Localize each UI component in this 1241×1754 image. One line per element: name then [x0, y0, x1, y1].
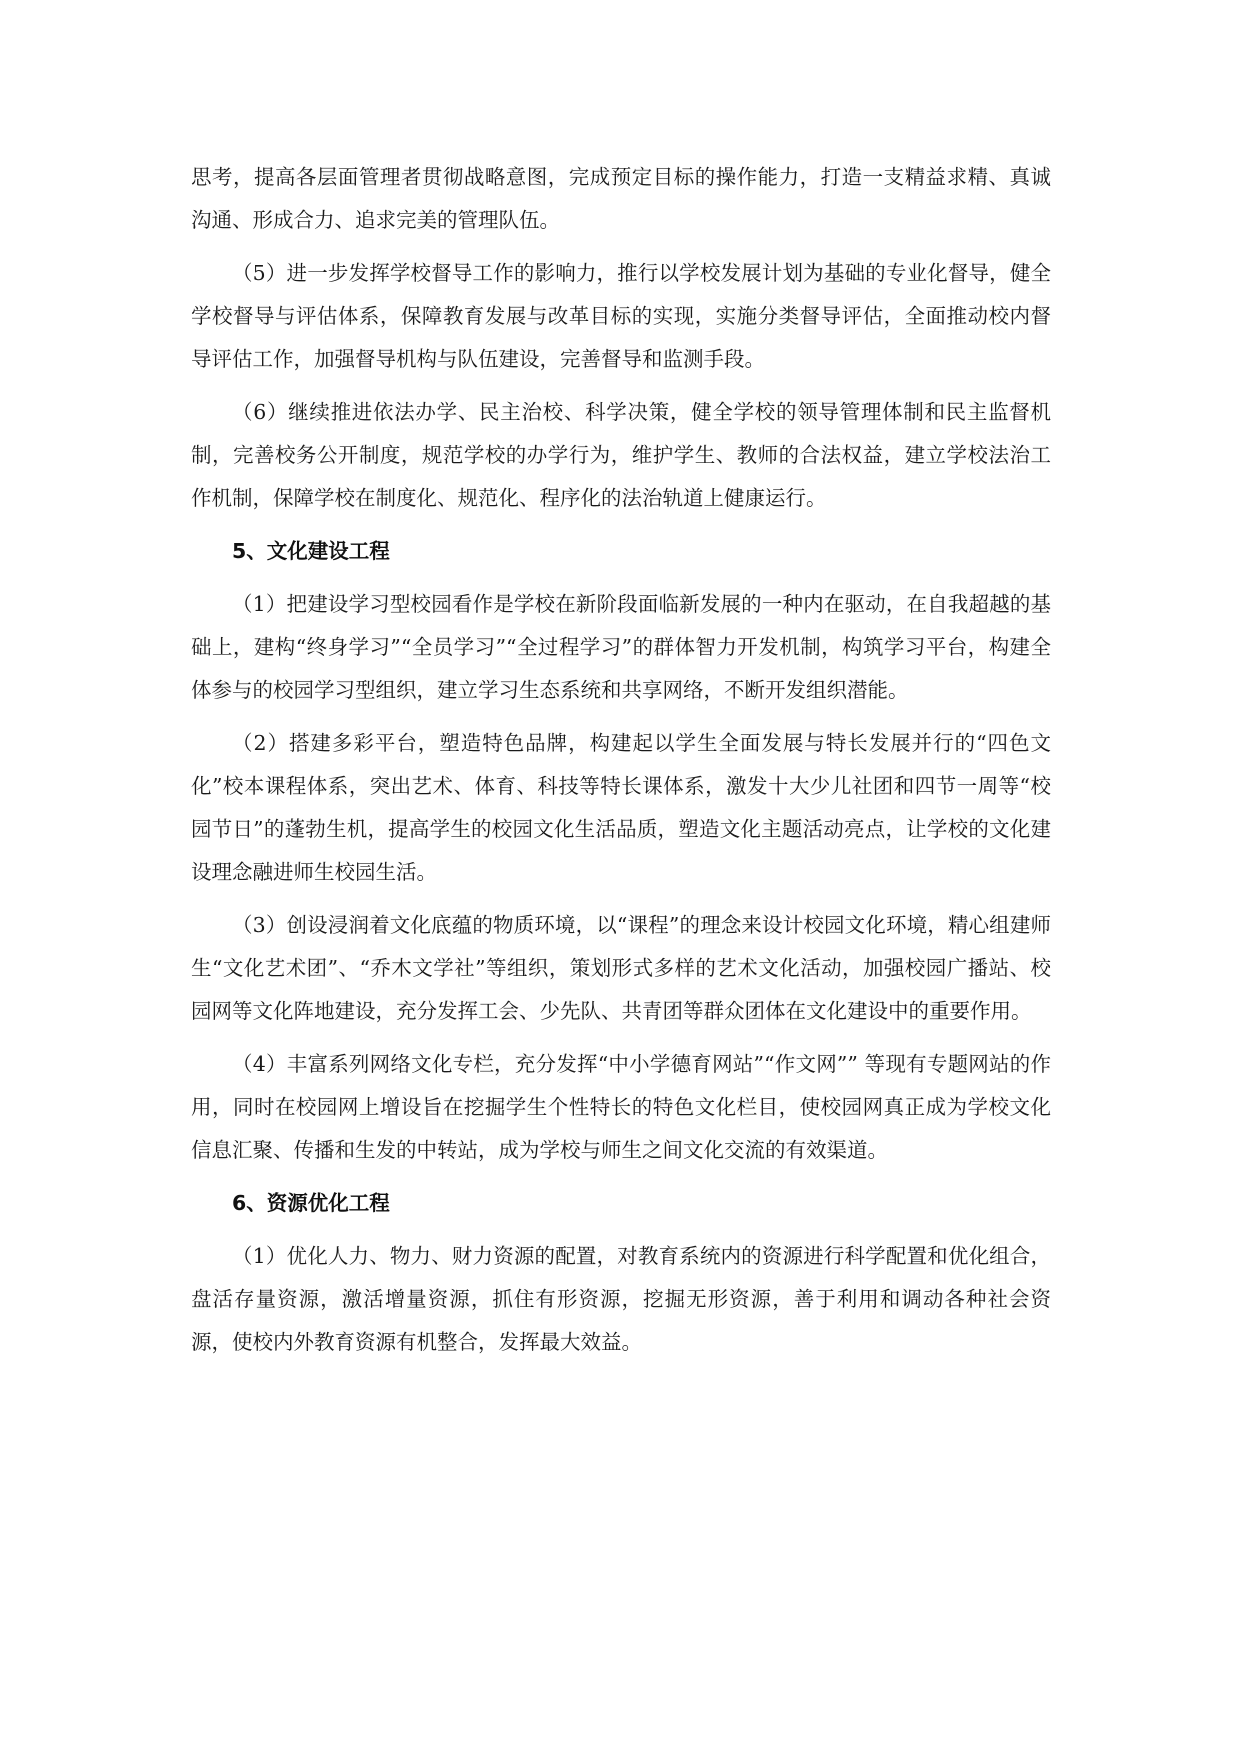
paragraph-supervision: （5）进一步发挥学校督导工作的影响力，推行以学校发展计划为基础的专业化督导，健全学校督导与评估体系，保障教育发展与改革目标的实现，实施分类督导评估，全面推动校内督导评估工作，加强督导机构与队伍建设，完善督导和监测手段。 — [191, 261, 1051, 371]
paragraph-resource-allocation: （1）优化人力、物力、财力资源的配置，对教育系统内的资源进行科学配置和优化组合，盘活存量资源，激活增量资源，抓住有形资源，挖掘无形资源，善于利用和调动各种社会资源，使校内外教育资源有机整合，发挥最大效益。 — [191, 1244, 1051, 1354]
paragraph-management-team: 思考，提高各层面管理者贯彻战略意图，完成预定目标的操作能力，打造一支精益求精、真诚沟通、形成合力、追求完美的管理队伍。 — [191, 165, 1051, 232]
paragraph-physical-environment: （3）创设浸润着文化底蕴的物质环境，以“课程”的理念来设计校园文化环境，精心组建师生“文化艺术团”、“乔木文学社”等组织，策划形式多样的艺术文化活动，加强校园广播站、校园网等文化阵地建设，充分发挥工会、少先队、共青团等群众团体在文化建设中的重要作用。 — [191, 913, 1051, 1023]
section-heading-culture: 5、文化建设工程 — [232, 539, 390, 563]
paragraph-rule-of-law: （6）继续推进依法办学、民主治校、科学决策，健全学校的领导管理体制和民主监督机制，完善校务公开制度，规范学校的办学行为，维护学生、教师的合法权益，建立学校法治工作机制，保障学校在制度化、规范化、程序化的法治轨道上健康运行。 — [191, 400, 1051, 510]
document-body — [191, 156, 1051, 1374]
paragraph-platform-brand: （2）搭建多彩平台，塑造特色品牌，构建起以学生全面发展与特长发展并行的“四色文化”校本课程体系，突出艺术、体育、科技等特长课体系，激发十大少儿社团和四节一周等“校园节日”的蓬勃生机，提高学生的校园文化生活品质，塑造文化主题活动亮点，让学校的文化建设理念融进师生校园生活。 — [191, 731, 1051, 884]
paragraph-learning-campus: （1）把建设学习型校园看作是学校在新阶段面临新发展的一种内在驱动，在自我超越的基础上，建构“终身学习”“全员学习”“全过程学习”的群体智力开发机制，构筑学习平台，构建全体参与的校园学习型组织，建立学习生态系统和共享网络，不断开发组织潜能。 — [191, 592, 1051, 702]
section-heading-resources: 6、资源优化工程 — [232, 1191, 390, 1215]
paragraph-network-culture: （4）丰富系列网络文化专栏，充分发挥“中小学德育网站”“作文网”” 等现有专题网站的作用，同时在校园网上增设旨在挖掘学生个性特长的特色文化栏目，使校园网真正成为学校文化信息汇聚、传播和生发的中转站，成为学校与师生之间文化交流的有效渠道。 — [191, 1052, 1051, 1162]
